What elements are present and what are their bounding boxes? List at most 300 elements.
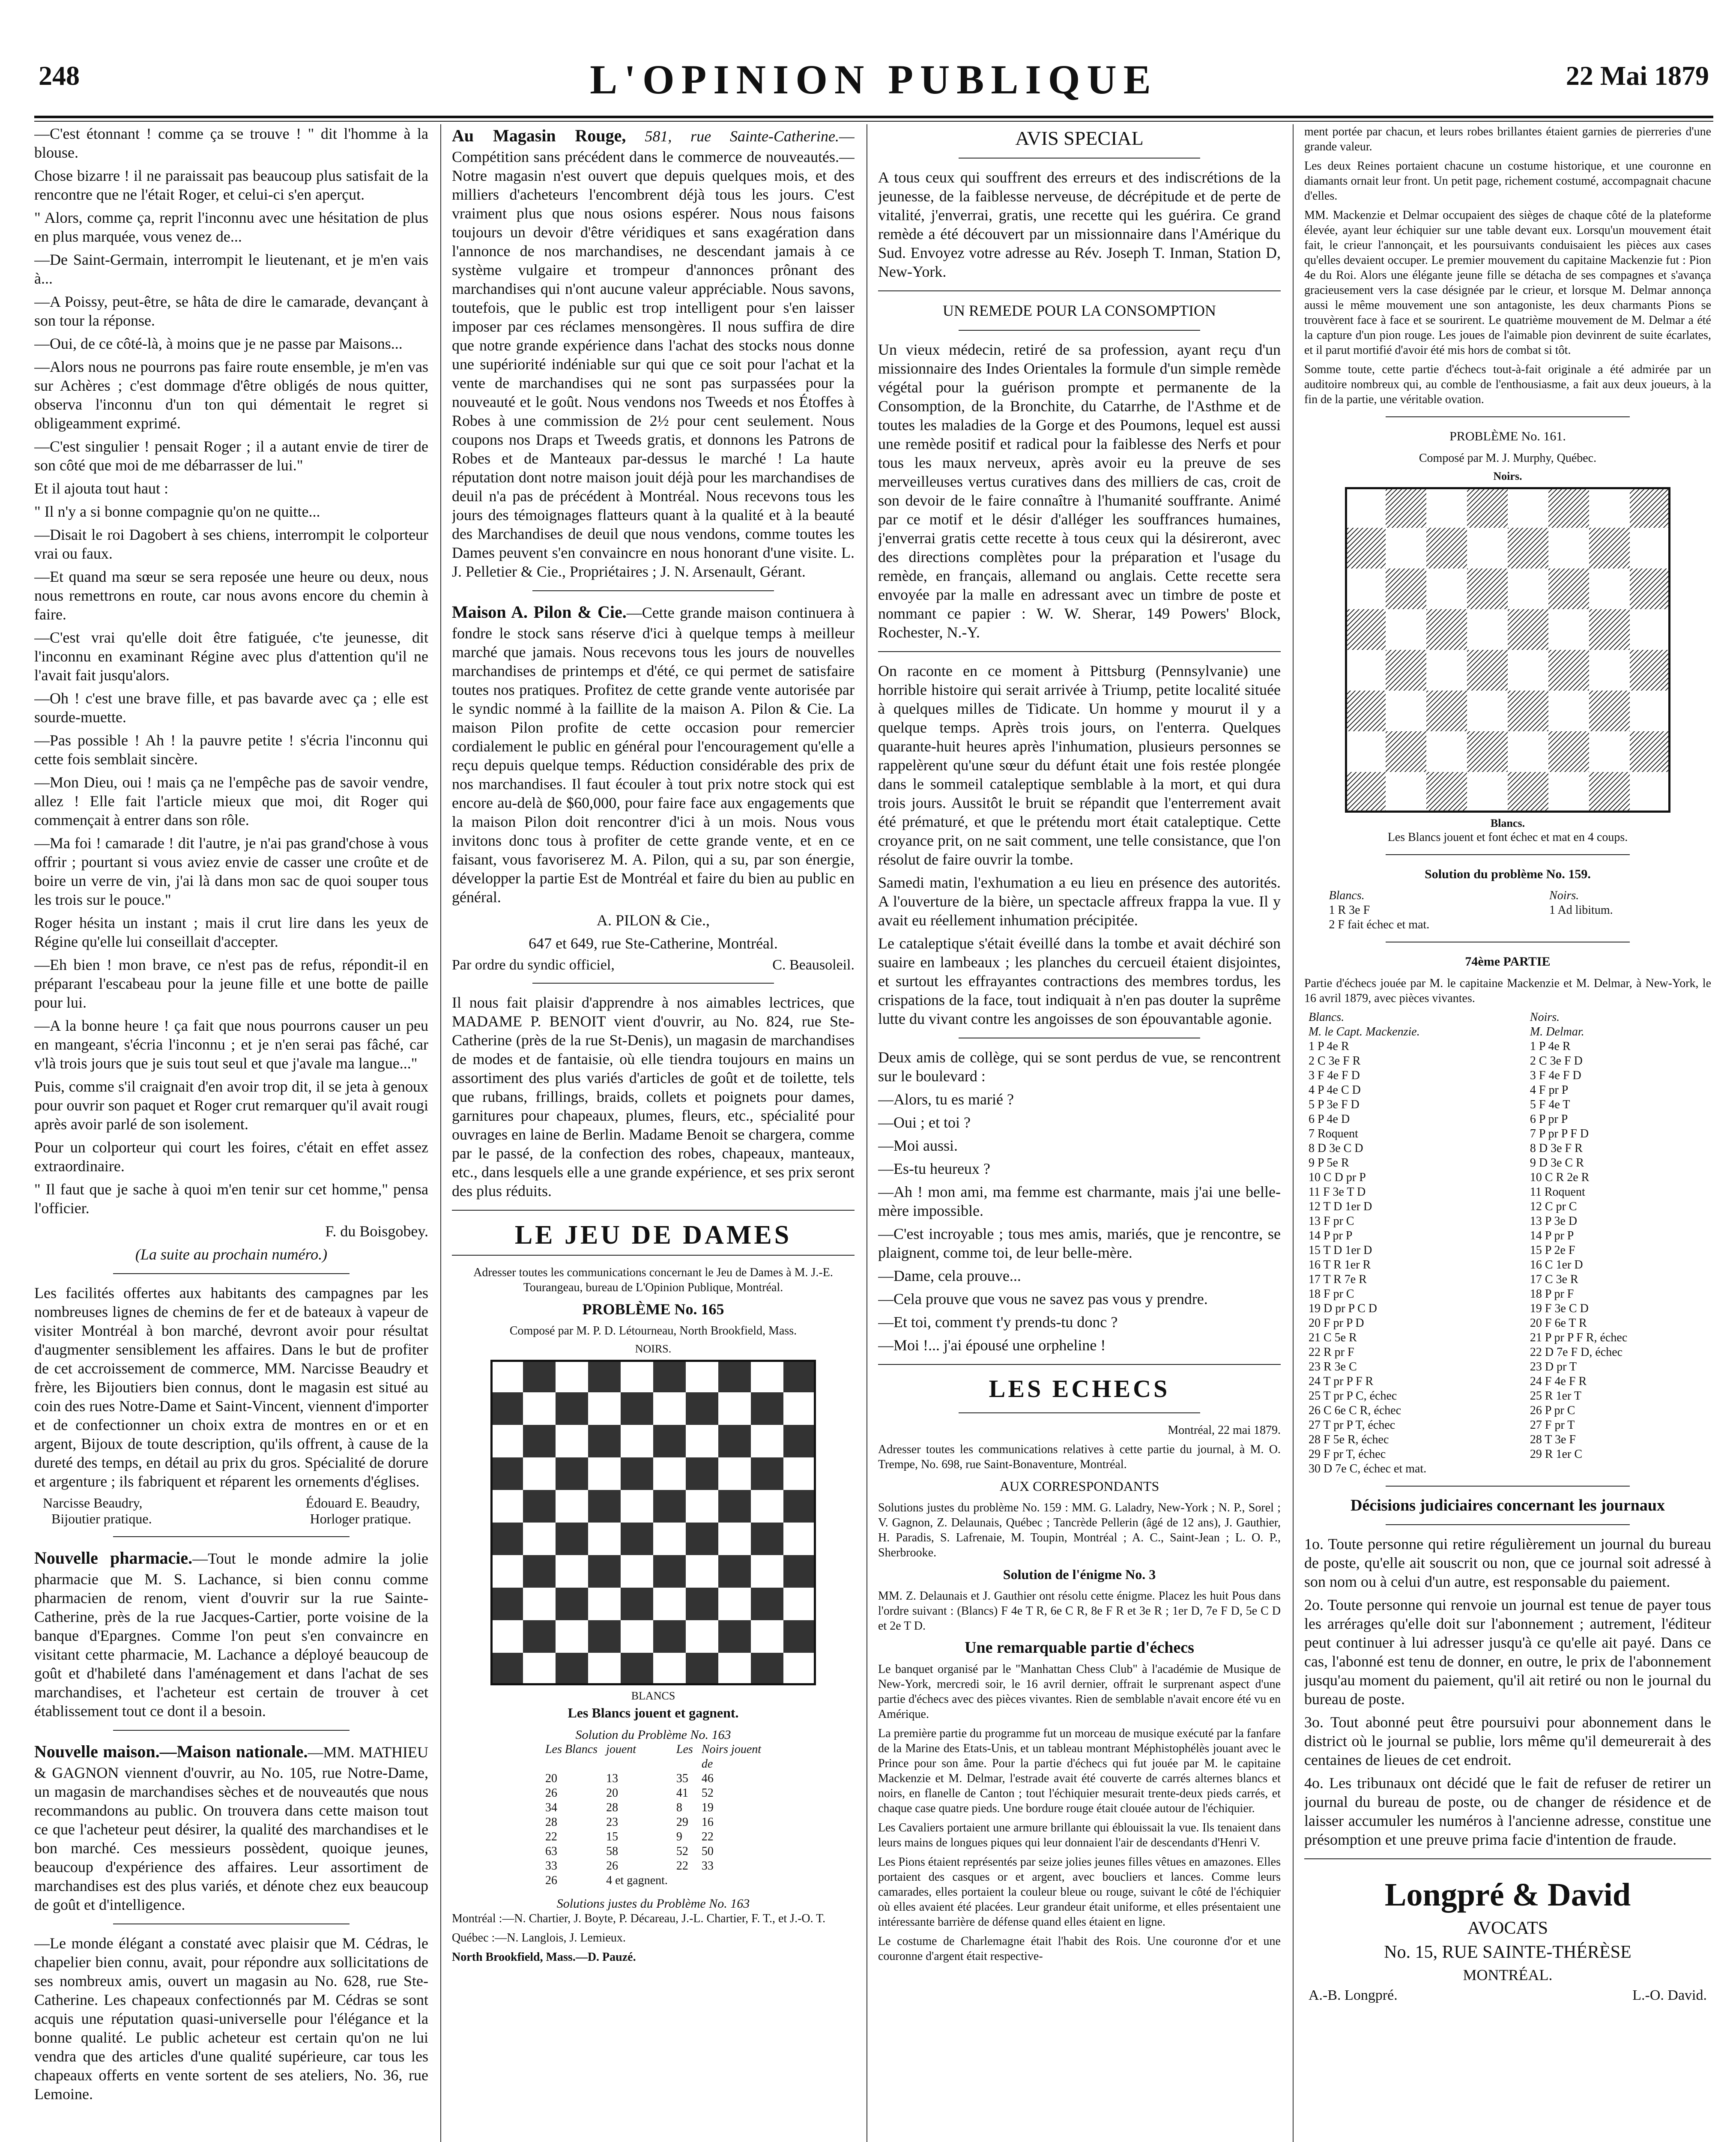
avis-text: A tous ceux qui souffrent des erreurs et des indiscrétions de la jeunesse, de la faiblesse nerveuse, de décrépitude et de perte de vitalité, j'enverrai, gratis, une recette qui les guérira. Ce grand remède a été découvert par un missionnaire dans l'Amérique du Sud. Envoyez votre adresse au Rév. Joseph T. Inman, Station D, New-York. — [878, 169, 1281, 280]
partie-paragraph: Les deux Reines portaient chacune un costume historique, et une couronne en diamants ornait leur front. Un petit page, richement costumé, accompagnait chacune d'elles. — [1304, 159, 1711, 203]
board-square — [1467, 568, 1508, 609]
echecs-heading: LES ECHECS — [989, 1375, 1170, 1403]
table-header: jouent — [606, 1743, 636, 1756]
partie-paragraph: La première partie du programme fut un morceau de musique exécuté par la fanfare de la Marine des Etats-Unis, et un tableau montrant Méphistophélès jouant avec le Prince pour son âme. Pour la partie d'échecs qui fut jouée par M. le capitaine Mackenzie et M. Delmar, l'estrade avait été couverte de carrés alternes blancs et noirs, en flanelle de Canton ; tout l'échiquier mesurait trente-deux pieds carrés, et chaque case quatre pieds. Une bordure rouge était clouée autour de l'échiquier. — [878, 1727, 1281, 1815]
maison-text: —MM. MATHIEU & GAGNON viennent d'ouvrir, au No. 105, rue Notre-Dame, un magasin de marchandises sèches et de nouveautés que nous recommandons au public. On trouvera dans cette maison tout ce que l'acheteur peut désirer, la qualité des marchandises et le bon marché. Ces messieurs possèdent, quoique jeunes, beaucoup d'expérience des affaires. Leur assortiment de marchandises est des plus variés, et dénote chez eux beaucoup de goût et d'intelligence. — [34, 1744, 428, 1913]
table-cell: 28 — [606, 1801, 619, 1814]
table-cell: 1 R 3e F — [1329, 903, 1370, 917]
partie-74-moves — [1304, 1010, 1711, 1476]
story-paragraph: —Disait le roi Dagobert à ses chiens, interrompit le colporteur vrai ou faux. — [34, 526, 428, 562]
board-square — [783, 1588, 816, 1620]
page-number: 248 — [39, 60, 80, 91]
board-square — [1630, 609, 1670, 650]
table-header: Blancs. — [1329, 889, 1365, 902]
board-square — [1589, 528, 1630, 568]
dames-justes-brookfield: North Brookfield, Mass.—D. Pauzé. — [452, 1951, 636, 1964]
board-square — [621, 1555, 653, 1588]
table-cell: 4 F pr P — [1530, 1083, 1569, 1097]
board-square — [621, 1425, 653, 1457]
table-cell: 15 T D 1er D — [1309, 1244, 1372, 1257]
board-square — [1386, 691, 1426, 731]
story-paragraph: Roger hésita un instant ; mais il crut lire dans les yeux de Régine qu'elle lui conseillait d'accepter. — [34, 914, 428, 950]
board-square — [783, 1457, 816, 1490]
table-row — [1304, 1170, 1711, 1185]
board-square — [1426, 650, 1467, 691]
board-square — [751, 1392, 783, 1425]
board-square — [1345, 528, 1386, 568]
story-paragraph: Et il ajouta tout haut : — [34, 480, 168, 497]
dames-caption: Les Blancs jouent et gagnent. — [568, 1705, 739, 1720]
board-square — [686, 1392, 718, 1425]
story-paragraph: —A Poissy, peut-être, se hâta de dire le camarade, devançant à son tour la réponse. — [34, 293, 428, 329]
enigme-text: MM. Z. Delaunais et J. Gauthier ont résolu cette énigme. Placez les huit Pous dans l'ordre suivant : (Blancs) F 4e T R, 6e C R, 8e F R et 3e R ; 1er D, 7e F D, 5e C D et 2e T D. — [878, 1589, 1281, 1633]
board-square — [556, 1360, 588, 1392]
magasin-rouge-text: —Compétition sans précédent dans le commerce de nouveautés.—Notre magasin n'est ouvert que depuis quelques mois, et des milliers d'acheteurs l'encombrent déjà tous les jours. C'est vraiment plus que nous osions espérer. Nous nous faisons toujours un devoir d'être véridiques et sans exagération dans l'annonce de nos marchandises, ne descendant jamais à ce système vulgaire et trompeur d'annonces prônant des marchandises qui n'ont aucune valeur appréciable. Nous savons, toutefois, que le public est trop intelligent pour s'en laisser imposer par ces réclames mensongères. Il nous suffira de dire que notre grande expérience dans l'achat des stocks nous donne une supériorité indéniable sur qui que ce soit pour l'achat et la vente de marchandises qui ne sont pas surpassées pour la nouveauté et le goût. Nous vendons nos Tweeds et nos Étoffes à Robes à une commission de 2½ pour cent seulement. Nous coupons nos Draps et Tweeds gratis, et donnons les Patrons de Robes et de Manteaux par-dessus le marché ! La haute réputation dont notre maison jouit déjà pour les marchandises de deuil n'a pas de précédent à Montréal. Nous recevons tous les jours des témoignages flatteurs quant à la qualité et à la beauté des Marchandises de deuil que nous vendons, comme toutes les Dames peuvent s'en convaincre en nous honorant d'une visite. L. J. Pelletier & Cie., Propriétaires ; J. N. Arsenault, Gérant. — [452, 128, 855, 580]
board-square — [1467, 487, 1508, 528]
board-square — [1589, 568, 1630, 609]
college-line: —Cela prouve que vous ne savez pas vous y prendre. — [878, 1290, 1208, 1307]
column-1 — [34, 124, 428, 2142]
dames-justes-heading: Solutions justes du Problème No. 163 — [556, 1897, 750, 1911]
story-paragraph: —C'est vrai qu'elle doit être fatiguée, c'te jeunesse, dit l'inconnu en examinant Régine avec plus d'attention qu'il ne l'avait fait jusqu'alors. — [34, 629, 428, 684]
board-square — [1345, 691, 1386, 731]
table-cell: 46 — [701, 1772, 714, 1785]
board-square — [588, 1588, 621, 1620]
board-square — [1426, 691, 1467, 731]
board-square — [588, 1392, 621, 1425]
board-square — [686, 1360, 718, 1392]
remede-text: Un vieux médecin, retiré de sa profession, ayant reçu d'un missionnaire des Indes Orientales la formule d'un simple remède végétal pour la guérison prompte et permanente de la Consomption, de la Bronchite, du Catarrhe, de l'Asthme et de toutes les maladies de la Gorge et des Poumons, lequel est aussi une remède positif et radical pour la faiblesse des Nerfs et pour tous les maux nerveux, après avoir eu la preuve de ses merveilleuses vertus curatives dans des milliers de cas, croit de son devoir de le faire connaître à l'humanité souffrante. Animé par ce motif et le désir d'alléger les souffrances humaines, j'enverrai gratis cette recette à tous ceux qui la désireront, avec des directions complètes pour la préparation et l'usage du remède, en français, allemand ou anglais. Cette recette sera envoyée par la malle en adressant avec un timbre de poste et nommant ce papier : W. W. Sherar, 149 Powers' Block, Rochester, N.-Y. — [878, 341, 1281, 641]
table-cell: 12 C pr C — [1530, 1200, 1577, 1213]
magasin-rouge-address: 581, rue Sainte-Catherine. — [645, 128, 839, 145]
divider — [1386, 1486, 1630, 1487]
masthead-rule — [34, 116, 1713, 118]
correspondants-heading: AUX CORRESPONDANTS — [999, 1478, 1159, 1494]
table-header: Blancs. — [1309, 1011, 1345, 1024]
table-cell: 16 — [701, 1816, 714, 1829]
partie-paragraph: Le banquet organisé par le "Manhattan Chess Club" à l'académie de Musique de New-York, mercredi soir, le 16 avril dernier, offrait le surprenant aspect d'une partie d'échecs avec des pièces vivantes. Rien de semblable n'avait encore été vu en Amérique. — [878, 1663, 1281, 1721]
board-square — [556, 1653, 588, 1685]
table-cell: 21 P pr P F R, échec — [1530, 1331, 1628, 1344]
board-square — [1630, 731, 1670, 772]
board-square — [686, 1588, 718, 1620]
pilon-address: 647 et 649, rue Ste-Catherine, Montréal. — [529, 935, 778, 952]
table-cell: 7 P pr P F D — [1530, 1127, 1589, 1140]
board-square — [686, 1620, 718, 1653]
board-square — [588, 1457, 621, 1490]
partie-continued — [1304, 124, 1711, 407]
table-cell: 22 — [701, 1830, 714, 1843]
board-square — [523, 1392, 556, 1425]
table-cell: 13 F pr C — [1309, 1215, 1354, 1228]
table-cell: 33 — [701, 1859, 714, 1873]
story-paragraph: —Pas possible ! Ah ! la pauvre petite ! s'écria l'inconnu qui cette fois semblait sincère. — [34, 732, 428, 768]
board-square — [490, 1523, 523, 1555]
table-row — [1304, 1068, 1711, 1083]
table-header: Les — [676, 1743, 693, 1756]
table-row — [1325, 903, 1691, 918]
table-cell: 24 T pr P F R — [1309, 1375, 1374, 1388]
board-square — [653, 1360, 686, 1392]
table-cell: 52 — [676, 1845, 688, 1858]
table-cell: 13 — [606, 1772, 619, 1785]
dames-intro: Adresser toutes les communications concernant le Jeu de Dames à M. J.-E. Tourangeau, bureau de L'Opinion Publique, Montréal. — [473, 1266, 833, 1294]
table-header: Noirs jouent — [701, 1743, 762, 1756]
correspondants-text: Solutions justes du problème No. 159 : MM. G. Laladry, New-York ; N. P., Sorel ; V. Gagnon, Z. Delaunais, Québec ; Tancrède Pellerin (âgé de 12 ans), J. Gauthier, H. Paradis, S. Lafrenaie, M. Toupin, Montréal ; A. C., Saint-Jean ; L. O. P., Sherbrooke. — [878, 1501, 1281, 1559]
divider — [1386, 1524, 1630, 1525]
benoit-notice: Il nous fait plaisir d'apprendre à nos aimables lectrices, que MADAME P. BENOIT vient d'ouvrir, au No. 824, rue Ste-Catherine (près de la rue St-Denis), un magasin de marchandises de modes et de fantaisie, où elle tiendra toujours en mains un assortiment des plus variés d'articles de goût et de toilette, tels que rubans, frillings, braids, collets et poignets pour dames, garnitures pour chapeaux, plumes, fleurs, etc., spécialité pour ouvrages en laine de Berlin. Madame Benoit se chargera, comme par le passé, de la confection des robes, chapeaux, manteaux, etc., dans lesquels elle a une grande expérience, et ses prix seront des plus réduits. — [452, 994, 855, 1200]
board-square — [751, 1620, 783, 1653]
beaudry-signature-left: Narcisse Beaudry, — [43, 1495, 143, 1511]
board-square — [1345, 568, 1386, 609]
dames-heading: LE JEU DE DAMES — [514, 1221, 792, 1250]
board-square — [556, 1555, 588, 1588]
pilon-notice — [452, 601, 855, 906]
divider — [959, 1412, 1200, 1413]
board-square — [1426, 731, 1467, 772]
table-cell: 50 — [701, 1845, 714, 1858]
table-cell: 9 — [676, 1830, 682, 1843]
partie-paragraph: Les Cavaliers portaient une armure brillante qui éblouissait la vue. Ils tenaient dans leurs mains de longues piques qui leur donnaient l'air de descendants d'Henri V. — [878, 1821, 1281, 1849]
table-cell: 22 — [676, 1859, 688, 1873]
table-row — [541, 1859, 765, 1873]
table-cell: 10 C R 2e R — [1530, 1171, 1590, 1184]
table-cell: 26 — [606, 1859, 619, 1873]
table-cell: 10 C D pr P — [1309, 1171, 1366, 1184]
board-square — [1345, 772, 1386, 813]
divider — [878, 651, 1281, 652]
board-square — [653, 1653, 686, 1685]
board-square — [1548, 772, 1589, 813]
board-square — [556, 1425, 588, 1457]
table-cell: 3 F 4e F D — [1309, 1069, 1360, 1082]
law-firm-name: Longpré & David — [1384, 1877, 1631, 1913]
table-cell: 14 P pr P — [1530, 1229, 1574, 1242]
table-row — [541, 1815, 765, 1830]
college-line: —Moi !... j'ai épousé une orpheline ! — [878, 1337, 1106, 1354]
board-square — [1508, 568, 1548, 609]
table-cell: 29 R 1er C — [1530, 1448, 1583, 1461]
board-square — [1548, 691, 1589, 731]
board-square — [1426, 528, 1467, 568]
divider — [113, 1536, 350, 1537]
board-square — [653, 1457, 686, 1490]
table-row — [1304, 1054, 1711, 1068]
board-square — [556, 1392, 588, 1425]
board-square — [718, 1653, 751, 1685]
table-cell: 1 Ad libitum. — [1549, 903, 1613, 917]
law-firm-address: No. 15, RUE SAINTE-THÉRÈSE — [1384, 1942, 1631, 1962]
table-cell: 13 P 3e D — [1530, 1215, 1578, 1228]
board-square — [1508, 772, 1548, 813]
table-cell: 28 F 5e R, échec — [1309, 1433, 1389, 1446]
solution-159-heading: Solution du problème No. 159. — [1425, 867, 1591, 881]
divider — [113, 1273, 350, 1274]
law-firm-partner-left: A.-B. Longpré. — [1309, 1987, 1398, 2003]
dames-justes: Montréal :—N. Chartier, J. Boyte, P. Décareau, J.-L. Chartier, F. T., et J.-O. T. — [452, 1912, 826, 1925]
board-square — [718, 1523, 751, 1555]
decisions-heading: Décisions judiciaires concernant les journaux — [1351, 1496, 1665, 1514]
board-square — [556, 1457, 588, 1490]
table-cell: 22 D 7e F D, échec — [1530, 1346, 1623, 1359]
pittsburg-paragraph: Samedi matin, l'exhumation a eu lieu en présence des autorités. A l'ouverture de la bière, un spectacle affreux frappa la vue. Il y avait eu réellement inhumation précipitée. — [878, 874, 1281, 929]
table-cell: 8 D 3e F R — [1530, 1142, 1583, 1155]
board-square — [686, 1457, 718, 1490]
law-firm-partners — [1304, 1987, 1711, 2004]
board-square — [1467, 731, 1508, 772]
table-cell: 3 F 4e F D — [1530, 1069, 1581, 1082]
chess-board — [1345, 487, 1670, 813]
table-row — [1304, 1214, 1711, 1229]
cedras-notice: —Le monde élégant a constaté avec plaisir que M. Cédras, le chapelier bien connu, avait, pour répondre aux sollicitations de ses nombreux amis, ouvert un magasin au No. 628, rue Ste-Catherine. Les chapeaux confectionnés par M. Cédras se sont acquis une réputation quasi-universelle pour l'élégance et la bonne qualité. Le public acheteur est certain qu'on ne lui vendra que des articles d'une qualité supérieure, car tous les chapeaux offerts en vente sortent de ses ateliers, No. 36, rue Lemoine. — [34, 1935, 428, 2103]
table-cell: 9 D 3e C R — [1530, 1156, 1584, 1170]
table-row — [541, 1771, 765, 1786]
board-square — [490, 1392, 523, 1425]
table-row — [1304, 1403, 1711, 1418]
pilon-syndic — [452, 957, 855, 973]
board-square — [1589, 609, 1630, 650]
divider — [532, 590, 774, 591]
table-cell — [1545, 918, 1691, 932]
partie-paragraph: MM. Mackenzie et Delmar occupaient des sièges de chaque côté de la plateforme élevée, ayant leur échiquier sur une table devant eux. Lorsqu'un mouvement était fait, le crieur l'annonçait, et les poursuivants conduisaient les pièces aux cases qu'elles devaient occuper. Le premier mouvement du capitaine Mackenzie fut : Pion 4e du Roi. Alors une élégante jeune fille se détacha de ses compagnes et s'avança gracieusement vers la case désignée par le crieur, et lorsque M. Delmar annonça aussi le même mouvement une son antagoniste, les deux charmants Pions se trouvèrent face à face et se sourirent. Le quatrième mouvement de M. Delmar a été la capture d'un pion rouge. Les joues de l'aimable pion devinrent de suite écarlates, et il parut mortifié d'avoir été mis hors de combat si tôt. — [1304, 209, 1711, 357]
table-cell: 30 D 7e C, échec et mat. — [1309, 1462, 1427, 1475]
board-square — [588, 1555, 621, 1588]
table-row — [1304, 1433, 1711, 1447]
table-cell: 20 — [545, 1772, 557, 1785]
partie-74-intro: Partie d'échecs jouée par M. le capitaine Mackenzie et M. Delmar, à New-York, le 16 avril 1879, avec pièces vivantes. — [1304, 977, 1711, 1005]
table-cell: 25 T pr P C, échec — [1309, 1389, 1397, 1403]
board-square — [1345, 609, 1386, 650]
board-square — [1386, 731, 1426, 772]
board-square — [718, 1620, 751, 1653]
table-cell: 15 P 2e F — [1530, 1244, 1575, 1257]
pharmacie-text: —Tout le monde admire la jolie pharmacie que M. S. Lachance, si bien connu comme pharmacien de renom, vient d'ouvrir sur la rue Sainte-Catherine, près de la rue Jacques-Cartier, porte voisine de la banque d'Epargnes. Comme l'on peut s'en convaincre en visitant cette pharmacie, M. Lachance a déployé beaucoup de goût et d'habileté dans l'aménagement et dans l'achat de ses marchandises, et l'acheteur est certain de trouver à cet établissement tout ce dont il a besoin. — [34, 1550, 428, 1720]
table-row — [1304, 1039, 1711, 1054]
story-paragraph: " Il n'y a si bonne compagnie qu'on ne quitte... — [34, 503, 320, 520]
table-cell: 9 P 5e R — [1309, 1156, 1349, 1170]
board-square — [523, 1457, 556, 1490]
divider — [452, 1210, 855, 1211]
board-square — [490, 1588, 523, 1620]
table-cell: 6 P pr P — [1530, 1113, 1568, 1126]
decision-item: 4o. Les tribunaux ont décidé que le fait de refuser de retirer un journal du bureau de poste, ou de changer de résidence et de laisser accumuler les numéros à l'ancienne adresse, constitue une présomption et une preuve prima facie d'intention de fraude. — [1304, 1774, 1711, 1848]
column-divider-1 — [440, 124, 441, 2142]
board-square — [1630, 650, 1670, 691]
masthead — [34, 51, 1713, 111]
college-line: —Es-tu heureux ? — [878, 1160, 990, 1177]
board-square — [686, 1555, 718, 1588]
board-square — [588, 1490, 621, 1523]
issue-date: 22 Mai 1879 — [1566, 60, 1709, 91]
table-row — [1304, 1127, 1711, 1141]
board-square — [1508, 731, 1548, 772]
column-4 — [1304, 124, 1711, 2142]
pittsburg-story — [878, 661, 1281, 1028]
board-square — [621, 1490, 653, 1523]
chess-problem-caption: Les Blancs jouent et font échec et mat en 4 coups. — [1387, 831, 1628, 844]
board-square — [718, 1425, 751, 1457]
college-line: —Dame, cela prouve... — [878, 1267, 1021, 1284]
story-paragraph: —A la bonne heure ! ça fait que nous pourrons causer un peu en mangeant, s'écria l'inconnu ; et je n'en serai pas fâché, car v'là trois jours que je suis tout seul et que j'avale ma langue..." — [34, 1017, 428, 1072]
table-row — [541, 1873, 765, 1888]
board-square — [1589, 731, 1630, 772]
law-firm-profession: AVOCATS — [1467, 1918, 1548, 1938]
story-paragraph: —Ma foi ! camarade ! dit l'autre, je n'ai pas grand'chose à vous offrir ; pourtant si vous aviez envie de casser une croûte et de boire un verre de vin, j'ai là dans mon sac de quoi souper tous les trois sur le pouce." — [34, 835, 428, 908]
table-row — [541, 1801, 765, 1815]
table-cell: 21 C 5e R — [1309, 1331, 1357, 1344]
masthead-rule-thin — [34, 121, 1713, 122]
table-row — [1325, 918, 1691, 932]
board-square — [653, 1490, 686, 1523]
board-square — [751, 1457, 783, 1490]
story-paragraph: —Mon Dieu, oui ! mais ça ne l'empêche pas de savoir vendre, allez ! Elle fait l'article mieux que moi, dit Roger qui commençait à entrer dans son rôle. — [34, 774, 428, 829]
board-square — [653, 1555, 686, 1588]
board-square — [523, 1620, 556, 1653]
table-cell: 2 C 3e F D — [1530, 1054, 1583, 1068]
beaudry-signatures — [34, 1495, 428, 1511]
board-square — [718, 1392, 751, 1425]
table-cell: 6 P 4e D — [1309, 1113, 1350, 1126]
board-square — [1345, 487, 1386, 528]
table-row — [1304, 1316, 1711, 1331]
table-cell: 1 P 4e R — [1530, 1040, 1571, 1053]
divider — [1304, 1858, 1711, 1859]
partie-paragraph: Somme toute, cette partie d'échecs tout-à-fait originale a été admirée par un auditoire nombreux qui, au comble de l'enthousiasme, a fait aux deux joueurs, à la fin de la partie, une véritable ovation. — [1304, 363, 1711, 406]
table-header — [672, 1757, 697, 1771]
story-paragraph: —Eh bien ! mon brave, ce n'est pas de refus, répondit-il en préparant l'escabeau pour la jeune fille et une botte de paille pour lui. — [34, 956, 428, 1011]
dames-composer: Composé par M. P. D. Létourneau, North Brookfield, Mass. — [509, 1324, 797, 1337]
board-square — [751, 1490, 783, 1523]
column-divider-3 — [1293, 124, 1294, 2142]
table-cell — [672, 1873, 697, 1888]
law-firm-city: MONTRÉAL. — [1463, 1966, 1553, 1983]
divider — [959, 158, 1200, 159]
board-square — [1467, 691, 1508, 731]
board-square — [653, 1588, 686, 1620]
story-paragraph: —C'est étonnant ! comme ça se trouve ! " dit l'homme à la blouse. — [34, 125, 428, 161]
table-row — [1304, 1447, 1711, 1462]
board-square — [556, 1588, 588, 1620]
board-square — [1426, 609, 1467, 650]
table-cell: 12 T D 1er D — [1309, 1200, 1372, 1213]
board-square — [1386, 609, 1426, 650]
board-square — [621, 1620, 653, 1653]
story-paragraph: " Alors, comme ça, reprit l'inconnu avec une hésitation de plus en plus marquée, vous venez de... — [34, 209, 428, 245]
board-square — [1630, 487, 1670, 528]
story-paragraph: Pour un colporteur qui court les foires, c'était en effet assez extraordinaire. — [34, 1139, 428, 1175]
college-line: —Alors, tu es marié ? — [878, 1091, 1014, 1108]
divider — [878, 290, 1281, 291]
table-header — [541, 1757, 602, 1771]
table-cell: 2 F fait échec et mat. — [1329, 918, 1430, 931]
table-row — [1304, 1287, 1711, 1301]
table-cell: 25 R 1er T — [1530, 1389, 1581, 1403]
board-square — [1386, 650, 1426, 691]
table-header: de — [701, 1757, 713, 1771]
partie-74-heading: 74ème PARTIE — [1465, 954, 1551, 969]
board-square — [1508, 691, 1548, 731]
college-line: —Oui ; et toi ? — [878, 1114, 971, 1131]
dames-solution-heading: Solution du Problème No. 163 — [575, 1728, 731, 1742]
board-square — [523, 1490, 556, 1523]
divider — [878, 1364, 1281, 1365]
table-cell: 34 — [545, 1801, 557, 1814]
board-square — [490, 1360, 523, 1392]
board-square — [1467, 650, 1508, 691]
dames-problem-number: PROBLÈME No. 165 — [582, 1301, 724, 1318]
board-square — [490, 1620, 523, 1653]
board-square — [588, 1620, 621, 1653]
maison-notice — [34, 1740, 428, 1914]
table-row — [1304, 1185, 1711, 1200]
table-cell: 29 — [676, 1816, 688, 1829]
table-cell — [1526, 1462, 1711, 1476]
board-square — [1630, 568, 1670, 609]
story-paragraph: —De Saint-Germain, interrompit le lieutenant, et je m'en vais à... — [34, 251, 428, 287]
column-3 — [878, 124, 1281, 2142]
table-cell: 5 F 4e T — [1530, 1098, 1570, 1111]
board-square — [686, 1653, 718, 1685]
table-cell: 52 — [701, 1786, 714, 1800]
board-square — [588, 1360, 621, 1392]
college-anecdote — [878, 1048, 1281, 1355]
column-2 — [452, 124, 855, 2142]
table-cell: 27 F pr T — [1530, 1418, 1575, 1432]
board-square — [783, 1360, 816, 1392]
story-paragraph: Chose bizarre ! il ne paraissait pas beaucoup plus satisfait de la rencontre que ne l'était Roger, et celui-ci s'en aperçut. — [34, 167, 428, 203]
table-cell — [697, 1873, 765, 1888]
board-square — [783, 1490, 816, 1523]
dames-justes-quebec: Québec :—N. Langlois, J. Lemieux. — [452, 1931, 626, 1945]
table-cell: 16 C 1er D — [1530, 1258, 1583, 1271]
decisions-list — [1304, 1535, 1711, 1849]
table-cell: 28 T 3e F — [1530, 1433, 1576, 1446]
board-square — [783, 1620, 816, 1653]
board-square — [621, 1588, 653, 1620]
story-author: F. du Boisgobey. — [325, 1223, 428, 1240]
college-line: —Moi aussi. — [878, 1137, 958, 1154]
board-square — [1548, 650, 1589, 691]
table-cell: 20 F pr P D — [1309, 1316, 1364, 1330]
maison-heading: Nouvelle maison.—Maison nationale. — [34, 1742, 308, 1761]
board-square — [686, 1523, 718, 1555]
board-square — [1508, 609, 1548, 650]
table-cell: 18 F pr C — [1309, 1287, 1354, 1301]
table-row — [1304, 1112, 1711, 1127]
board-square — [490, 1555, 523, 1588]
board-square — [1508, 487, 1548, 528]
divider — [452, 1255, 855, 1256]
board-square — [1508, 650, 1548, 691]
board-square — [1386, 487, 1426, 528]
board-square — [588, 1425, 621, 1457]
dames-blancs-label: BLANCS — [631, 1690, 675, 1702]
beaudry-notice: Les facilités offertes aux habitants des campagnes par les nombreuses lignes de chemins de fer et de bateaux à vapeur de visiter Montréal à bon marché, devront avoir pour résultat d'augmenter sensiblement les affaires. Dans le but de profiter de cet accroissement de commerce, MM. Narcisse Beaudry et frère, les Bijoutiers bien connus, dont le magasin est situé au coin des rues Notre-Dame et Saint-Vincent, viennent d'importer et de confectionner un choix extra de montres en or et en argent, Bijoux de toute description, qu'ils offrent, à cause de la dureté des temps, en détail au prix du gros. Spécialité de dorure et argenture ; ils fabriquent et réparent les ornements d'églises. — [34, 1284, 428, 1490]
board-square — [653, 1425, 686, 1457]
partie-heading: Une remarquable partie d'échecs — [965, 1639, 1194, 1657]
divider — [959, 330, 1200, 331]
table-cell: 17 C 3e R — [1530, 1273, 1578, 1286]
board-square — [653, 1620, 686, 1653]
table-cell: 8 D 3e C D — [1309, 1142, 1363, 1155]
pilon-signature: A. PILON & Cie., — [597, 912, 710, 929]
divider — [1386, 416, 1630, 417]
table-row — [1304, 1272, 1711, 1287]
table-cell: 29 F pr T, échec — [1309, 1448, 1386, 1461]
college-line: —Et toi, comment t'y prends-tu donc ? — [878, 1313, 1118, 1331]
pilon-syndic-right: C. Beausoleil. — [772, 957, 855, 973]
table-cell: 11 F 3e T D — [1309, 1185, 1366, 1199]
